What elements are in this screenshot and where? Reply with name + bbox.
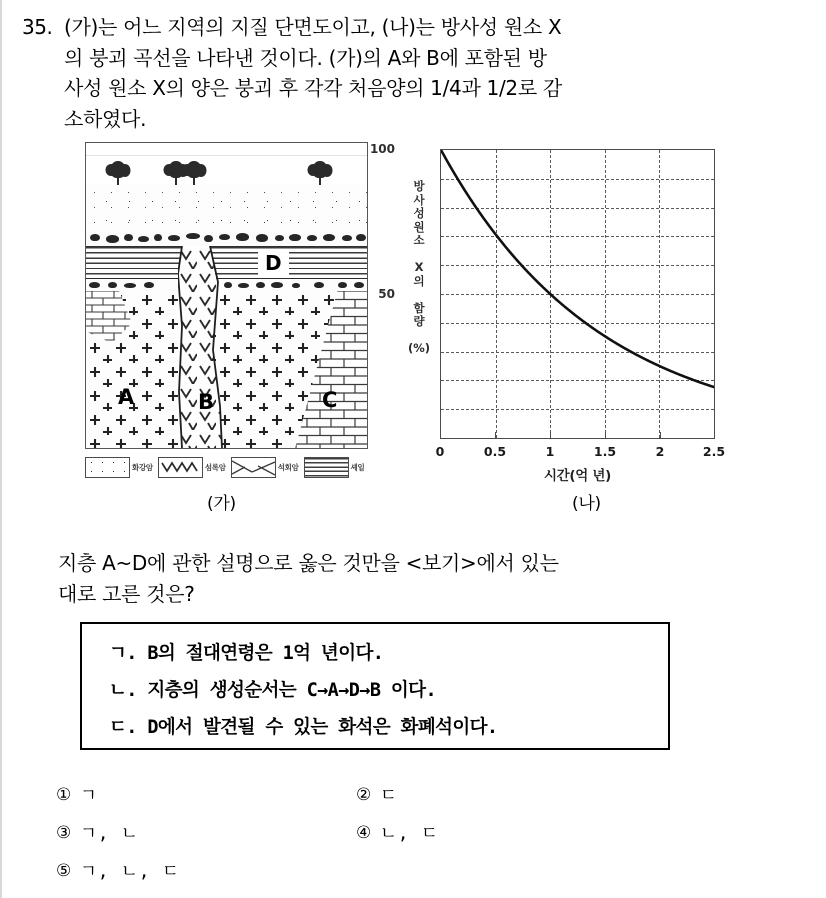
choice-text-1: ㄱ <box>80 786 98 806</box>
legend-label-granite: 화강암 <box>132 462 153 472</box>
figures-row <box>0 142 826 532</box>
geological-cross-section-figure <box>85 142 368 449</box>
y-axis-label-char: 방 <box>413 179 425 193</box>
figure-caption-ga: (가) <box>207 494 236 514</box>
region-label-d: D <box>258 251 289 276</box>
choice-number-3: ③ <box>56 822 72 843</box>
y-axis-label-char: 사 <box>413 192 425 207</box>
legend-item-shale <box>304 457 365 478</box>
x-tick-mark-1-5 <box>605 432 606 439</box>
y-axis-label-char <box>404 329 434 343</box>
chart-x-axis-label: 시간(억 년) <box>543 468 612 484</box>
figure-caption-na: (나) <box>572 494 601 514</box>
conglomerate-layer-upper <box>86 231 367 246</box>
choice-text-2: ㄷ <box>380 786 398 806</box>
y-axis-label-char: 성 <box>413 206 425 220</box>
legend-item-granite <box>85 457 153 478</box>
question-number: 35. <box>22 15 53 39</box>
bogi-statement-3: ㄷ. D에서 발견될 수 있는 화석은 화폐석이다. <box>109 717 498 738</box>
x-tick-mark-0 <box>440 432 441 439</box>
answer-choice-3[interactable] <box>56 820 139 845</box>
shale-layer-d <box>86 246 367 279</box>
y-axis-label-char <box>404 248 434 262</box>
choice-text-5: ㄱ, ㄴ, ㄷ <box>80 862 180 882</box>
region-label-b: B <box>198 390 215 414</box>
legend-label-limestone: 석회암 <box>277 462 299 472</box>
x-tick-label-0: 0 <box>435 444 445 459</box>
y-axis-label-char: X <box>414 260 424 274</box>
x-tick-label-1-5: 1.5 <box>593 444 617 459</box>
sky-layer <box>86 143 367 185</box>
stem-line-4: 소하였다. <box>64 106 147 131</box>
sediment-stipple-layer <box>86 185 367 231</box>
question-stem-text <box>64 12 764 134</box>
y-tick-label-50: 50 <box>378 287 395 301</box>
legend-label-diorite: 섬록암 <box>204 462 226 472</box>
decay-curve-line <box>441 150 714 438</box>
limestone-swatch <box>231 457 276 478</box>
choice-number-5: ⑤ <box>56 860 72 881</box>
y-axis-label-char: 원 <box>413 219 425 234</box>
legend-item-limestone <box>231 457 299 478</box>
y-axis-label-char: 소 <box>413 233 425 247</box>
answer-choice-5[interactable] <box>56 858 180 883</box>
horizon-line <box>86 155 367 156</box>
x-tick-label-1: 1 <box>545 444 555 459</box>
bogi-statement-2: ㄴ. 지층의 생성순서는 C→A→D→B 이다. <box>109 680 436 701</box>
chart-plot-area <box>440 149 715 439</box>
y-tick-label-100: 100 <box>369 142 395 156</box>
legend-item-diorite <box>158 457 226 478</box>
diorite-swatch <box>158 457 203 478</box>
x-tick-label-2-5: 2.5 <box>702 444 726 459</box>
x-tick-mark-2 <box>660 432 661 439</box>
shale-swatch <box>304 457 349 478</box>
y-axis-label-char <box>404 288 434 302</box>
stem-line-1: (가)는 어느 지역의 지질 단면도이고, (나)는 방사성 원소 X <box>64 15 562 39</box>
cross-section-legend <box>85 455 370 479</box>
choice-text-4: ㄴ, ㄷ <box>380 824 439 844</box>
decay-curve-chart <box>369 142 738 484</box>
region-label-c: C <box>322 388 338 412</box>
chart-y-axis-label <box>404 180 434 356</box>
bogi-statement-1: ㄱ. B의 절대연령은 1억 년이다. <box>109 643 384 664</box>
y-axis-label-char: 량 <box>413 314 425 328</box>
y-axis-label-char: 의 <box>413 273 425 288</box>
choice-number-2: ② <box>356 784 372 805</box>
x-tick-mark-0-5 <box>495 432 496 439</box>
answer-choice-4[interactable] <box>356 820 439 845</box>
prompt-line-1: 지층 A~D에 관한 설명으로 옳은 것만을 <보기>에서 있는 <box>58 551 559 575</box>
question-prompt <box>58 548 798 609</box>
choice-number-1: ① <box>56 784 72 805</box>
x-tick-mark-1 <box>550 432 551 439</box>
stem-line-2: 의 붕괴 곡선을 나타낸 것이다. (가)의 A와 B에 포함된 방 <box>64 45 547 70</box>
y-axis-label-char: (%) <box>407 341 431 355</box>
choice-text-3: ㄱ, ㄴ <box>80 824 139 844</box>
legend-label-shale: 셰일 <box>350 462 365 472</box>
x-tick-mark-2-5 <box>714 432 715 439</box>
x-tick-label-2: 2 <box>655 444 665 459</box>
x-tick-label-0-5: 0.5 <box>483 444 507 459</box>
granite-swatch <box>85 457 130 478</box>
answer-choice-1[interactable] <box>56 782 98 807</box>
bogi-statements-box <box>80 622 670 750</box>
region-label-a: A <box>118 385 135 409</box>
y-axis-label-char: 함 <box>413 300 425 315</box>
question-stem <box>22 12 812 134</box>
prompt-line-2: 대로 고른 것은? <box>58 581 195 606</box>
answer-choice-2[interactable] <box>356 782 398 807</box>
stem-line-3: 사성 원소 X의 양은 붕괴 후 각각 처음양의 1/4과 1/2로 감 <box>64 76 562 100</box>
choice-number-4: ④ <box>356 822 372 843</box>
